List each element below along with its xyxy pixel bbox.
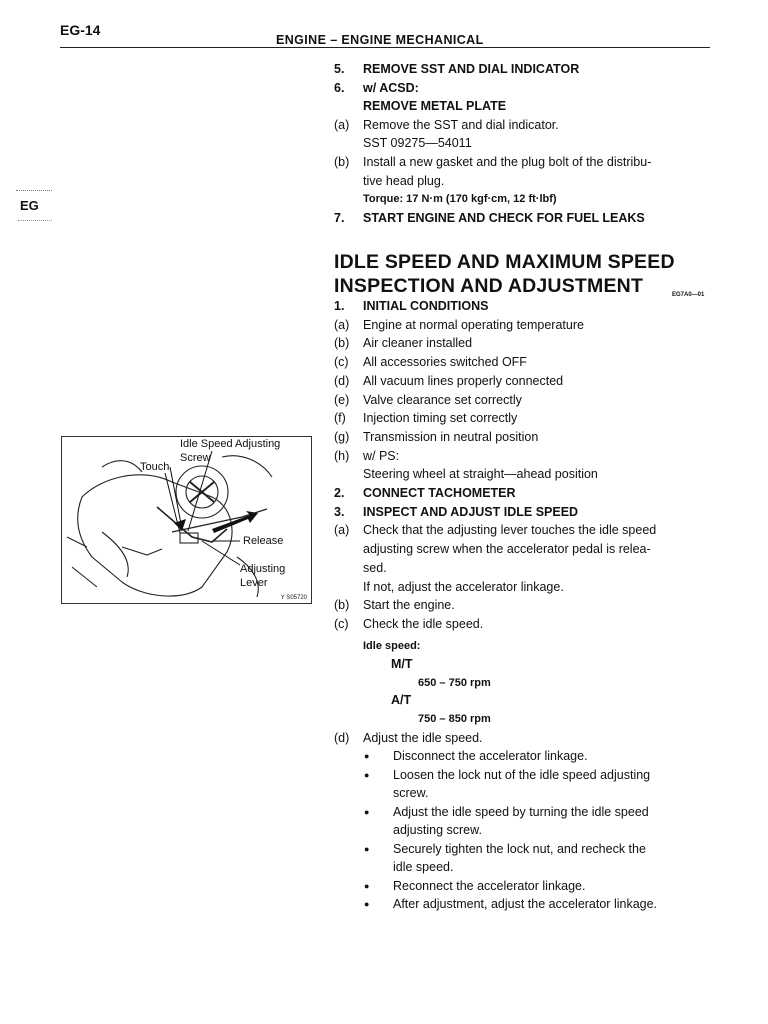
figure-label-touch: Touch [140, 461, 170, 473]
tab-label: EG [20, 198, 39, 213]
throttle-body-outline [78, 475, 232, 596]
bullet-icon: ● [364, 769, 370, 780]
step-text: START ENGINE AND CHECK FOR FUEL LEAKS [363, 210, 645, 225]
step-text: Engine at normal operating temperature [363, 317, 584, 332]
page-number: EG-14 [60, 22, 101, 38]
step-text: Install a new gasket and the plug bolt of the distribu- [363, 155, 652, 169]
figure-label-lever: Lever [240, 577, 268, 589]
bullet-icon: ● [364, 899, 370, 909]
step-number: (b) [334, 598, 350, 613]
step-number: (d) [334, 373, 350, 388]
bullet-text: Adjust the idle speed by turning the idle speed [393, 804, 649, 819]
section-tab-eg [14, 188, 54, 228]
step-text: Torque: 17 N·m (170 kgf·cm, 12 ft·lbf) [363, 193, 557, 206]
bullet-text: Reconnect the accelerator linkage. [393, 878, 586, 893]
bullet-text: Securely tighten the lock nut, and recheck the [393, 841, 646, 856]
section-title-line1: IDLE SPEED AND MAXIMUM SPEED [334, 251, 675, 273]
step-number: (g) [334, 429, 350, 444]
at-value: 750 – 850 rpm [418, 713, 491, 725]
step-number: 2. [334, 486, 345, 500]
step-number: 5. [334, 62, 345, 76]
bullet-text: Loosen the lock nut of the idle speed adjusting [393, 767, 651, 782]
hose-3 [102, 532, 128, 577]
step-text: Check the idle speed. [363, 616, 484, 631]
bullet-text: adjusting screw. [393, 823, 482, 837]
step-text: REMOVE SST AND DIAL INDICATOR [363, 62, 580, 76]
at-label: A/T [391, 693, 412, 707]
step-text: All accessories switched OFF [363, 355, 527, 370]
section-title-line2: INSPECTION AND ADJUSTMENT [334, 275, 644, 297]
step-text: Transmission in neutral position [363, 429, 539, 444]
step-number: (a) [334, 523, 350, 538]
hose-1 [102, 461, 142, 472]
bullet-icon: ● [364, 806, 370, 817]
figure-label-idle-speed-2: Screw [180, 452, 211, 464]
step-text: Steering wheel at straight—ahead position [363, 467, 598, 482]
figure-label-adjusting: Adjusting [240, 563, 286, 575]
step-text: Injection timing set correctly [363, 411, 518, 426]
step-number: 6. [334, 80, 345, 95]
step-text: CONNECT TACHOMETER [363, 486, 516, 500]
tab-dots-bottom [18, 220, 52, 221]
step-number: (h) [334, 448, 350, 463]
step-number: 1. [334, 299, 345, 313]
hose-2 [222, 456, 272, 477]
bullet-icon: ● [364, 880, 370, 891]
step-number: (b) [334, 336, 350, 351]
figure-label-release: Release [243, 535, 284, 547]
mt-label: M/T [391, 657, 413, 671]
step-text: Valve clearance set correctly [363, 392, 522, 407]
step-d-text: Adjust the idle speed. [363, 731, 483, 745]
adjusting-lever [157, 507, 227, 542]
step-text: tive head plug. [363, 173, 445, 188]
idle-speed-label: Idle speed: [363, 640, 421, 652]
bullet-icon: ● [364, 843, 370, 854]
step-text: w/ ACSD: [363, 80, 419, 95]
step-number: (c) [334, 355, 349, 370]
step-number: 3. [334, 504, 345, 519]
header-rule [60, 47, 710, 48]
bullet-text: After adjustment, adjust the accelerator linkage. [393, 897, 658, 911]
step-text: Remove the SST and dial indicator. [363, 117, 559, 132]
step-text: w/ PS: [363, 448, 400, 463]
figure-label-idle-speed-1: Idle Speed Adjusting [180, 438, 281, 450]
bullet-text: Disconnect the accelerator linkage. [393, 749, 588, 763]
step-text: sed. [363, 560, 387, 575]
bullet-text: idle speed. [393, 860, 454, 874]
step-number: 7. [334, 210, 345, 225]
figure-idle-speed-adjusting [61, 436, 312, 604]
section-code: EG7A0—01 [672, 292, 705, 298]
leader-adjusting-lever [202, 541, 240, 565]
mt-value: 650 – 750 rpm [418, 677, 491, 689]
step-text: SST 09275—54011 [363, 136, 472, 151]
step-number: (e) [334, 392, 350, 407]
hatch-lines [67, 537, 97, 587]
step-number: (f) [334, 411, 346, 426]
figure-code: Y S05720 [280, 595, 307, 601]
step-number: (a) [334, 117, 350, 132]
step-text: INITIAL CONDITIONS [363, 299, 489, 313]
step-text: INSPECT AND ADJUST IDLE SPEED [363, 504, 579, 519]
bracket [122, 547, 162, 555]
tab-dots-top [16, 190, 52, 191]
bullet-text: screw. [393, 786, 429, 800]
step-d-number: (d) [334, 731, 350, 745]
step-text: All vacuum lines properly connected [363, 373, 564, 388]
step-text: Check that the adjusting lever touches the idle speed [363, 523, 657, 538]
step-number: (a) [334, 317, 350, 332]
section-title [334, 250, 675, 298]
bullet-icon: ● [364, 751, 370, 761]
step-number: (b) [334, 155, 350, 169]
step-number: (c) [334, 616, 349, 631]
running-header: ENGINE – ENGINE MECHANICAL [276, 33, 484, 47]
step-text: Start the engine. [363, 598, 455, 613]
step-text: If not, adjust the accelerator linkage. [363, 579, 564, 594]
step-text: adjusting screw when the accelerator pedal is relea- [363, 542, 651, 557]
step-text: REMOVE METAL PLATE [363, 99, 507, 114]
step-text: Air cleaner installed [363, 336, 473, 351]
